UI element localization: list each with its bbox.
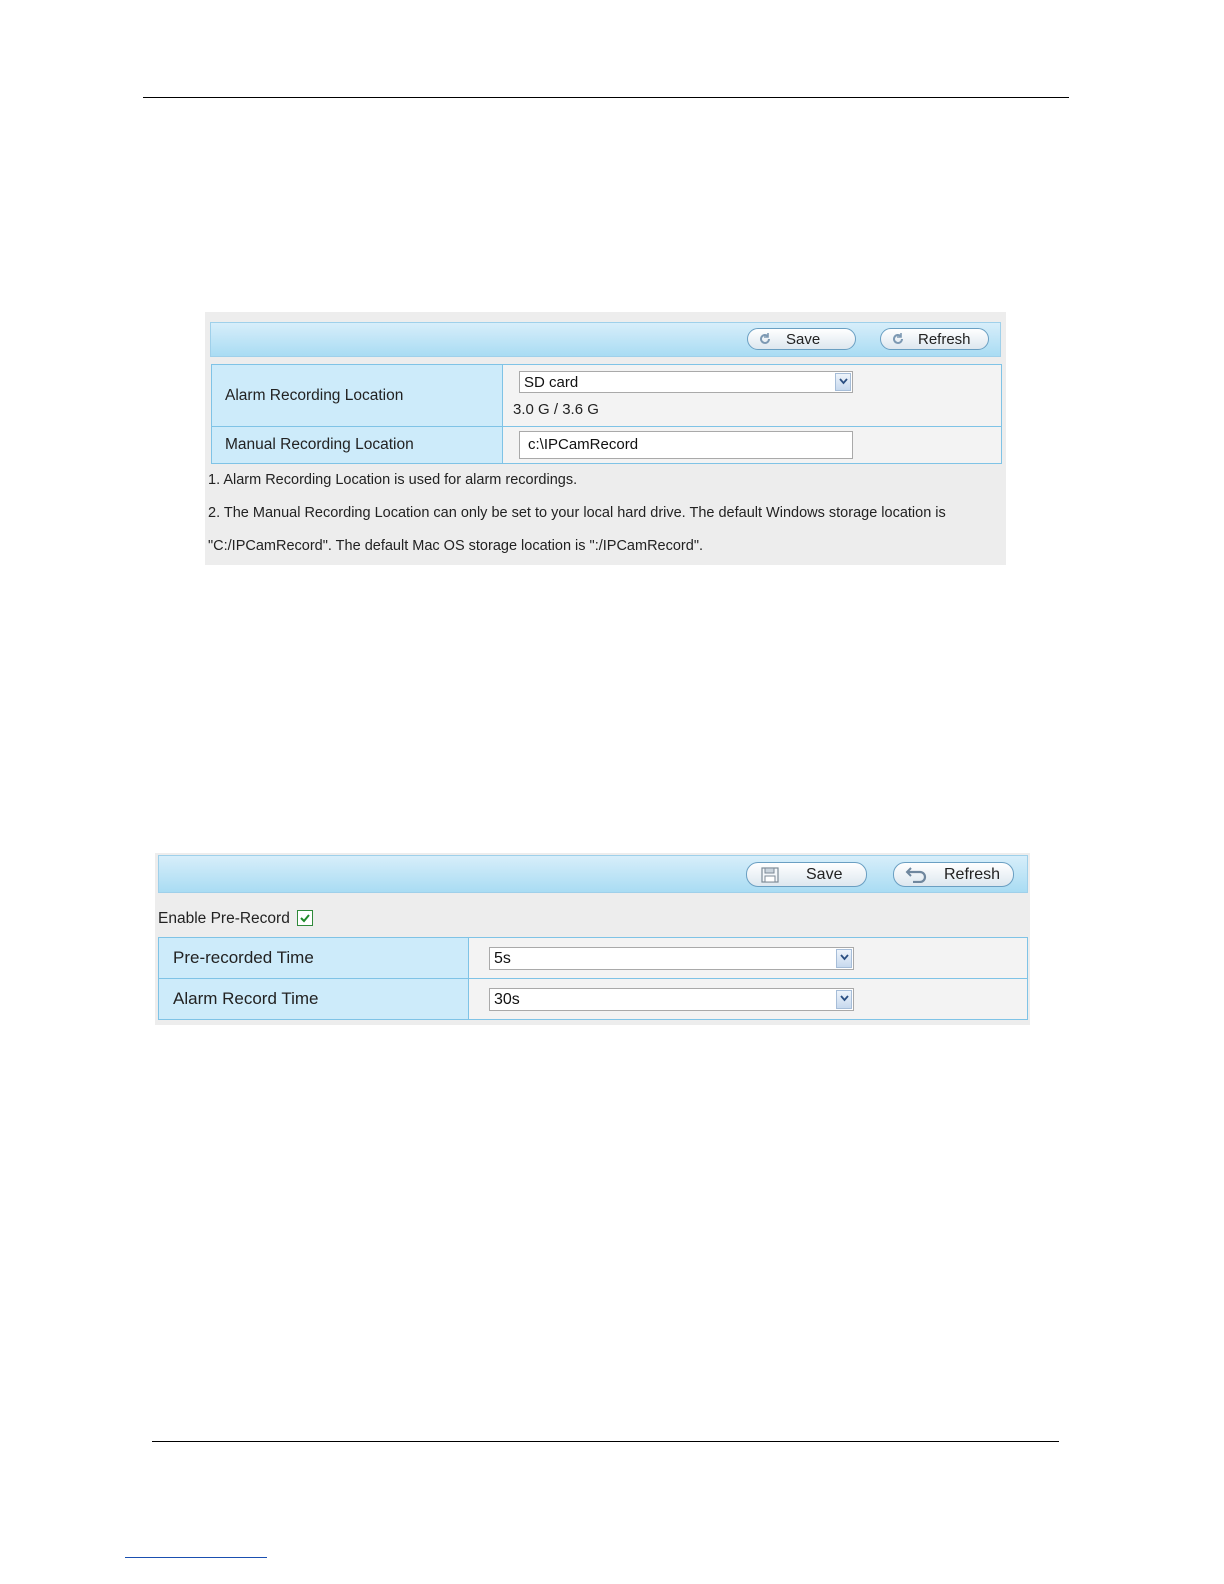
note-line: "C:/IPCamRecord". The default Mac OS storage location is ":/IPCamRecord". bbox=[208, 538, 703, 554]
storage-location-panel bbox=[205, 312, 1006, 565]
row-label-cell bbox=[212, 365, 503, 427]
alarm-record-time-value: 30s bbox=[494, 991, 520, 1008]
refresh-button-label: Refresh bbox=[944, 866, 1001, 883]
pre-recorded-time-label: Pre-recorded Time bbox=[173, 948, 314, 967]
enable-pre-record-checkbox[interactable] bbox=[297, 910, 313, 926]
pre-recorded-time-select[interactable] bbox=[489, 947, 854, 970]
refresh-button-label: Refresh bbox=[918, 331, 971, 348]
alarm-recording-location-label: Alarm Recording Location bbox=[225, 386, 404, 404]
pre-record-form bbox=[158, 937, 1028, 1020]
refresh-button[interactable] bbox=[880, 328, 989, 350]
save-icon bbox=[761, 867, 779, 883]
storage-capacity: 3.0 G / 3.6 G bbox=[513, 401, 599, 418]
note-line: 1. Alarm Recording Location is used for alarm recordings. bbox=[208, 472, 578, 488]
manual-location-input[interactable] bbox=[519, 431, 853, 459]
save-button-label: Save bbox=[806, 866, 843, 883]
pre-recorded-time-value: 5s bbox=[494, 950, 511, 967]
save-button[interactable] bbox=[746, 862, 867, 887]
row-value-cell bbox=[469, 979, 1028, 1020]
note-line: 2. The Manual Recording Location can only be set to your local hard drive. The default Windows storage location is bbox=[208, 505, 946, 521]
refresh-icon bbox=[891, 332, 905, 346]
dropdown-arrow-icon bbox=[835, 373, 851, 391]
row-label-cell bbox=[159, 938, 469, 979]
alarm-location-select[interactable] bbox=[519, 371, 853, 393]
save-button-label: Save bbox=[786, 331, 821, 348]
dropdown-arrow-icon bbox=[836, 949, 852, 968]
enable-pre-record-label: Enable Pre-Record bbox=[158, 910, 290, 927]
toolbar bbox=[158, 855, 1028, 893]
enable-pre-record-row bbox=[158, 910, 313, 928]
refresh-icon bbox=[904, 867, 928, 883]
row-value-cell bbox=[503, 427, 1002, 464]
form-row bbox=[212, 365, 1002, 427]
storage-form bbox=[211, 364, 1002, 464]
toolbar bbox=[210, 322, 1001, 357]
alarm-location-value: SD card bbox=[524, 374, 579, 391]
pre-record-panel bbox=[155, 853, 1030, 1025]
refresh-icon bbox=[758, 332, 772, 346]
checkbox-checked-icon bbox=[298, 911, 312, 925]
row-label-cell bbox=[159, 979, 469, 1020]
footer-rule bbox=[152, 1441, 1059, 1442]
row-value-cell bbox=[469, 938, 1028, 979]
form-row bbox=[159, 938, 1028, 979]
refresh-button[interactable] bbox=[893, 862, 1014, 887]
alarm-record-time-select[interactable] bbox=[489, 988, 854, 1011]
dropdown-arrow-icon bbox=[836, 990, 852, 1009]
manual-recording-location-label: Manual Recording Location bbox=[225, 436, 414, 453]
header-rule bbox=[143, 97, 1069, 98]
footer-link-underline[interactable] bbox=[125, 1557, 267, 1558]
save-button[interactable] bbox=[747, 328, 856, 350]
form-row bbox=[212, 427, 1002, 464]
row-value-cell bbox=[503, 365, 1002, 427]
form-row bbox=[159, 979, 1028, 1020]
row-label-cell bbox=[212, 427, 503, 464]
manual-location-value: c:\IPCamRecord bbox=[528, 436, 639, 453]
alarm-record-time-label: Alarm Record Time bbox=[173, 989, 319, 1008]
